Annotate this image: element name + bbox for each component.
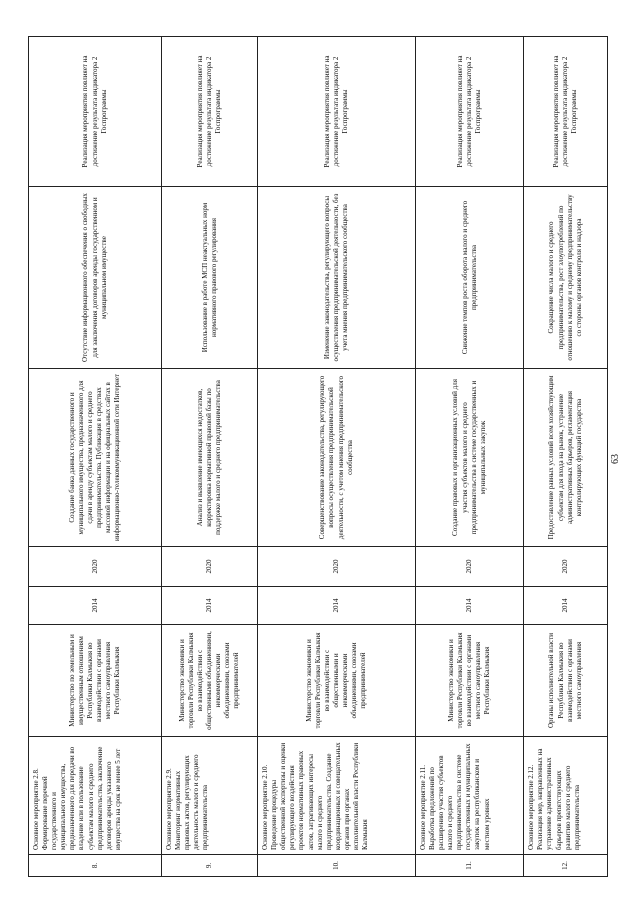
end-year: 2020 xyxy=(415,547,523,587)
executor: Министерство экономики и торговли Республики Калмыкия во взаимодействии с общественными и некоммерческими объединениями, союзами предпринимателей xyxy=(258,625,416,737)
start-year: 2014 xyxy=(415,587,523,625)
executor: Министерство экономики и торговли Республики Калмыкия во взаимодействии с общественными объединениями, некоммерческими объединениями, союзами предпринимателей xyxy=(162,625,258,737)
start-year: 2014 xyxy=(524,587,608,625)
indicator-link: Реализация мероприятия повлияет на достижение результата индикатора 2 Госпрограммы xyxy=(29,37,162,187)
expected-result: Создание банка данных государственного и муниципального имущества, предназначенного для сдачи в аренду субъектам малого и среднего предпринимательства. Публикация в средствах массовой информации и на официальных сайтах в информационно-телекоммуникационной сети Интернет xyxy=(29,369,162,547)
non-implementation-consequence: Снижение темпов роста оборота малого и среднего предпринимательства xyxy=(415,187,523,369)
end-year: 2020 xyxy=(524,547,608,587)
executor: Министерство экономики и торговли Республики Калмыкия во взаимодействии с органами местного самоуправления Республики Калмыкия xyxy=(415,625,523,737)
end-year: 2020 xyxy=(258,547,416,587)
activity-name: Основное мероприятие 2.12. Реализация мер, направленных на устранение административных барьеров препятствующих развитию малого и среднего предпринимательства xyxy=(524,737,608,855)
table-row xyxy=(258,37,416,877)
row-number: 8. xyxy=(29,855,162,877)
expected-result: Анализ и выявление имеющихся недостатков, корректировка нормативной правовой базы по поддержке малого и среднего предпринимательства xyxy=(162,369,258,547)
non-implementation-consequence: Использование в работе МСП неактуальных норм нормативного правового регулирования xyxy=(162,187,258,369)
start-year: 2014 xyxy=(29,587,162,625)
non-implementation-consequence: Сокращение числа малого и среднего предпринимательства, рост злоупотреблений по отношению к малому и среднему предпринимательству со стороны органов контроля и надзора xyxy=(524,187,608,369)
table-row xyxy=(162,37,258,877)
expected-result: Предоставление равных условий всем хозяйствующим субъектам для входа на рынок, устранение административных барьеров, регламентация контролирующих функций государства xyxy=(524,369,608,547)
executor: Министерство по земельным и имущественным отношениям Республики Калмыкия во взаимодействии с органами местного самоуправления Республики Калмыкия xyxy=(29,625,162,737)
non-implementation-consequence: Изменение законодательства, регулирующего вопросы осуществления предпринимательской деятельности, без учета мнения предпринимательского сообщества xyxy=(258,187,416,369)
table-row xyxy=(524,37,608,877)
row-number: 10. xyxy=(258,855,416,877)
start-year: 2014 xyxy=(162,587,258,625)
indicator-link: Реализация мероприятия повлияет на достижение результата индикатора 2 Госпрограммы xyxy=(524,37,608,187)
executor: Органы исполнительной власти Республики Калмыкия во взаимодействии с органами местного самоуправления xyxy=(524,625,608,737)
non-implementation-consequence: Отсутствие информационного обеспечения о свободных для заключения договоров аренды государственном и муниципальном имуществе xyxy=(29,187,162,369)
expected-result: Создание правовых и организационных условий для участия субъектов малого и среднего предпринимательства в системе государственных и муниципальных закупок xyxy=(415,369,523,547)
table-row xyxy=(29,37,162,877)
program-activities-table xyxy=(28,36,608,877)
indicator-link: Реализация мероприятия повлияет на достижение результата индикатора 2 Госпрограммы xyxy=(162,37,258,187)
indicator-link: Реализация мероприятия повлияет на достижение результата индикатора 2 Госпрограммы xyxy=(415,37,523,187)
row-number: 12. xyxy=(524,855,608,877)
start-year: 2014 xyxy=(258,587,416,625)
activity-name: Основное мероприятие 2.10. Проведение процедуры общественной экспертизы и оценки регулирующего воздействия проектов нормативных правовых актов, затрагивающих интересы малого и среднего предпринимательства. Создание координационных и совещательных органов при органах исполнительной власти Республики Калмыкия xyxy=(258,737,416,855)
end-year: 2020 xyxy=(29,547,162,587)
activity-name: Основное мероприятие 2.9. Мониторинг нормативных правовых актов, регулирующих деятельность малого и среднего предпринимательства xyxy=(162,737,258,855)
activity-name: Основное мероприятие 2.8. Формирование перечней государственного и муниципального имущества, предназначенного для передачи во владение или в пользование субъектам малого и среднего предпринимательства, заключение договоров аренды указанного имущества на срок не менее 5 лет xyxy=(29,737,162,855)
page-number: 63 xyxy=(610,454,621,464)
indicator-link: Реализация мероприятия повлияет на достижение результата индикатора 2 Госпрограммы xyxy=(258,37,416,187)
row-number: 9. xyxy=(162,855,258,877)
expected-result: Совершенствование законодательства, регулирующего вопросы осуществления предпринимательской деятельности, с учетом мнения предпринимательского сообщества xyxy=(258,369,416,547)
table-row xyxy=(415,37,523,877)
end-year: 2020 xyxy=(162,547,258,587)
activity-name: Основное мероприятие 2.11. Выработка предложений по расширению участия субъектов малого и среднего предпринимательства в системе государственных и муниципальных закупок на республиканском и местном уровнях xyxy=(415,737,523,855)
row-number: 11. xyxy=(415,855,523,877)
